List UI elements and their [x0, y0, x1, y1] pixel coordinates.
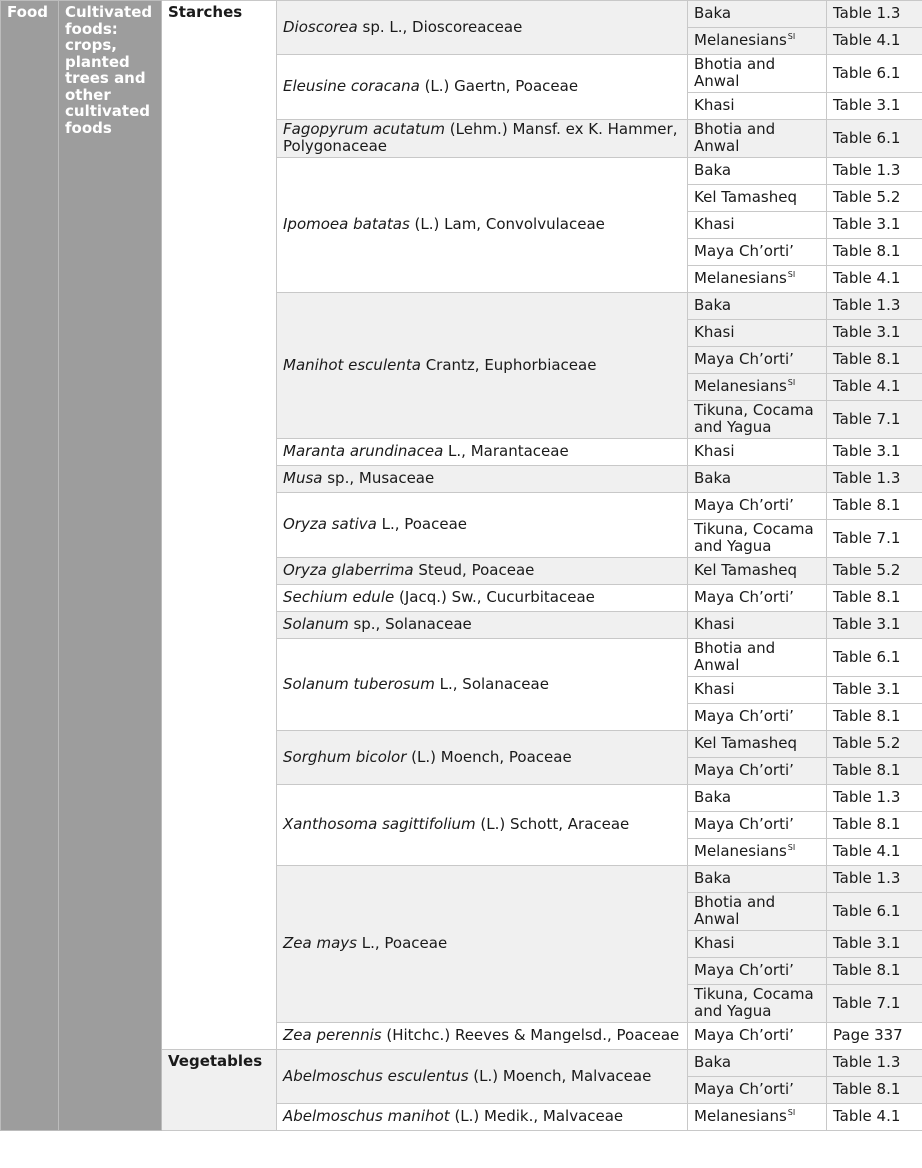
species-name: Manihot esculenta — [283, 355, 421, 374]
species-authority: (Lehm.) Mansf. ex K. Hammer, Polygonaceae — [283, 120, 678, 155]
species-name: Zea perennis — [283, 1026, 382, 1044]
people-group-name: Maya Ch’orti’ — [694, 1080, 794, 1098]
species-name: Abelmoschus esculentus — [283, 1066, 469, 1085]
people-group-cell — [688, 466, 827, 493]
people-group-cell — [688, 493, 827, 520]
people-group-name: Maya Ch’orti’ — [694, 1026, 794, 1044]
people-group-cell — [688, 639, 827, 677]
species-name: Abelmoschus manihot — [283, 1107, 450, 1125]
people-group-cell — [688, 931, 827, 958]
people-group-cell — [688, 320, 827, 347]
reference-cell: Table 5.2 — [827, 731, 922, 758]
reference-cell: Table 1.3 — [827, 866, 922, 893]
species-name: Dioscorea — [283, 17, 358, 36]
reference-cell: Table 4.1 — [827, 28, 922, 55]
people-group-name: Maya Ch’orti’ — [694, 350, 794, 368]
table-body — [1, 1, 922, 1131]
people-group-cell — [688, 1050, 827, 1077]
species-authority: (L.) Gaertn, Poaceae — [419, 77, 579, 95]
species-authority: (L.) Lam, Convolvulaceae — [409, 215, 605, 233]
species-authority: sp., Musaceae — [322, 469, 435, 487]
people-group-cell — [688, 1104, 827, 1131]
species-authority: Steud, Poaceae — [413, 561, 535, 579]
people-group-cell — [688, 374, 827, 401]
people-group-cell — [688, 266, 827, 293]
people-group-superscript: SI — [787, 270, 796, 279]
species-authority: L., Poaceae — [376, 515, 468, 533]
people-group-name: Maya Ch’orti’ — [694, 961, 794, 979]
people-group-cell — [688, 1, 827, 28]
reference-cell: Table 1.3 — [827, 1050, 922, 1077]
people-group-cell — [688, 158, 827, 185]
people-group-name: Khasi — [694, 680, 735, 698]
people-group-name: Bhotia and Anwal — [694, 55, 776, 90]
people-group-name: Tikuna, Cocama and Yagua — [694, 401, 814, 436]
reference-cell: Table 7.1 — [827, 401, 922, 439]
species-cell — [277, 439, 688, 466]
people-group-name: Kel Tamasheq — [694, 561, 798, 579]
people-group-cell — [688, 93, 827, 120]
species-authority: (L.) Moench, Malvaceae — [468, 1066, 652, 1085]
reference-cell: Table 5.2 — [827, 558, 922, 585]
people-group-name: Baka — [694, 161, 732, 179]
reference-cell: Table 6.1 — [827, 120, 922, 158]
reference-cell: Table 1.3 — [827, 1, 922, 28]
species-cell — [277, 466, 688, 493]
species-cell — [277, 731, 688, 785]
people-group-name: Baka — [694, 869, 732, 887]
reference-cell: Table 3.1 — [827, 439, 922, 466]
species-name: Oryza glaberrima — [283, 561, 414, 579]
species-name: Sorghum bicolor — [283, 747, 407, 766]
species-authority: L., Solanaceae — [434, 674, 549, 693]
species-cell — [277, 55, 688, 120]
reference-cell: Table 1.3 — [827, 158, 922, 185]
reference-cell: Table 7.1 — [827, 985, 922, 1023]
reference-cell: Table 3.1 — [827, 212, 922, 239]
species-cell — [277, 493, 688, 558]
people-group-cell — [688, 958, 827, 985]
reference-cell: Table 6.1 — [827, 55, 922, 93]
people-group-cell — [688, 401, 827, 439]
people-group-cell — [688, 785, 827, 812]
people-group-superscript: SI — [787, 1108, 796, 1117]
reference-cell: Table 8.1 — [827, 958, 922, 985]
species-authority: (L.) Moench, Poaceae — [406, 747, 572, 766]
reference-cell: Table 3.1 — [827, 320, 922, 347]
reference-cell: Table 4.1 — [827, 1104, 922, 1131]
people-group-cell — [688, 185, 827, 212]
reference-cell: Page 337 — [827, 1023, 922, 1050]
reference-cell: Table 8.1 — [827, 493, 922, 520]
species-cell — [277, 558, 688, 585]
species-authority: (Hitchc.) Reeves & Mangelsd., Poaceae — [381, 1026, 680, 1044]
people-group-name: Bhotia and Anwal — [694, 639, 776, 674]
people-group-cell — [688, 1023, 827, 1050]
species-cell — [277, 1104, 688, 1131]
people-group-cell — [688, 212, 827, 239]
reference-cell: Table 8.1 — [827, 704, 922, 731]
people-group-name: Tikuna, Cocama and Yagua — [694, 520, 814, 555]
reference-cell: Table 8.1 — [827, 1077, 922, 1104]
reference-cell: Table 8.1 — [827, 758, 922, 785]
people-group-name: Khasi — [694, 96, 735, 114]
people-group-name: Kel Tamasheq — [694, 734, 798, 752]
species-authority: Crantz, Euphorbiaceae — [420, 355, 597, 374]
species-authority: L., Poaceae — [356, 934, 448, 952]
species-cell — [277, 158, 688, 293]
species-cell — [277, 120, 688, 158]
people-group-name: Khasi — [694, 615, 735, 633]
species-name: Oryza sativa — [283, 515, 377, 533]
species-name: Solanum — [283, 615, 349, 633]
people-group-name: Maya Ch’orti’ — [694, 242, 794, 260]
subcategory-cell: Cultivated foods: crops, planted trees and other cultivated foods — [59, 1, 162, 1131]
people-group-cell — [688, 1077, 827, 1104]
reference-cell: Table 3.1 — [827, 677, 922, 704]
reference-cell: Table 1.3 — [827, 466, 922, 493]
people-group-name: Khasi — [694, 323, 735, 341]
species-name: Zea mays — [283, 934, 357, 952]
species-name: Xanthosoma sagittifolium — [283, 815, 476, 833]
reference-cell: Table 8.1 — [827, 347, 922, 374]
reference-cell: Table 6.1 — [827, 893, 922, 931]
reference-cell: Table 3.1 — [827, 93, 922, 120]
people-group-name: Melanesians — [694, 842, 787, 860]
species-cell — [277, 785, 688, 866]
people-group-cell — [688, 120, 827, 158]
people-group-name: Maya Ch’orti’ — [694, 761, 794, 779]
people-group-cell — [688, 28, 827, 55]
reference-cell: Table 4.1 — [827, 839, 922, 866]
species-name: Sechium edule — [283, 588, 395, 606]
people-group-name: Khasi — [694, 442, 735, 460]
species-authority: L., Marantaceae — [443, 442, 569, 460]
species-authority: sp., Solanaceae — [348, 615, 472, 633]
people-group-cell — [688, 239, 827, 266]
species-cell — [277, 1023, 688, 1050]
people-group-cell — [688, 520, 827, 558]
species-name: Fagopyrum acutatum — [283, 120, 445, 138]
reference-cell: Table 4.1 — [827, 374, 922, 401]
people-group-name: Kel Tamasheq — [694, 188, 798, 206]
reference-cell: Table 1.3 — [827, 293, 922, 320]
people-group-name: Melanesians — [694, 377, 787, 395]
people-group-cell — [688, 677, 827, 704]
people-group-superscript: SI — [787, 378, 796, 387]
people-group-name: Khasi — [694, 215, 735, 233]
people-group-name: Baka — [694, 296, 732, 314]
people-group-name: Baka — [694, 1053, 732, 1071]
reference-cell: Table 3.1 — [827, 931, 922, 958]
species-cell — [277, 1, 688, 55]
reference-cell: Table 4.1 — [827, 266, 922, 293]
table-row — [1, 1, 922, 28]
species-name: Solanum tuberosum — [283, 674, 435, 693]
species-cell — [277, 293, 688, 439]
species-name: Musa — [283, 469, 323, 487]
species-name: Ipomoea batatas — [283, 215, 410, 233]
species-cell — [277, 866, 688, 1023]
people-group-cell — [688, 985, 827, 1023]
people-group-name: Khasi — [694, 934, 735, 952]
category-cell: Food — [1, 1, 59, 1131]
people-group-name: Melanesians — [694, 31, 787, 49]
species-authority: (Jacq.) Sw., Cucurbitaceae — [394, 588, 595, 606]
people-group-name: Baka — [694, 788, 732, 806]
species-name: Maranta arundinacea — [283, 442, 444, 460]
people-group-cell — [688, 612, 827, 639]
reference-cell: Table 3.1 — [827, 612, 922, 639]
people-group-superscript: SI — [787, 32, 796, 41]
species-authority: (L.) Schott, Araceae — [475, 815, 630, 833]
people-group-name: Tikuna, Cocama and Yagua — [694, 985, 814, 1020]
people-group-cell — [688, 293, 827, 320]
people-group-name: Maya Ch’orti’ — [694, 496, 794, 514]
species-cell — [277, 612, 688, 639]
people-group-cell — [688, 704, 827, 731]
reference-cell: Table 6.1 — [827, 639, 922, 677]
people-group-cell — [688, 347, 827, 374]
people-group-cell — [688, 866, 827, 893]
people-group-name: Maya Ch’orti’ — [694, 588, 794, 606]
species-cell — [277, 1050, 688, 1104]
people-group-name: Bhotia and Anwal — [694, 120, 776, 155]
reference-cell: Table 7.1 — [827, 520, 922, 558]
people-group-cell — [688, 839, 827, 866]
people-group-name: Bhotia and Anwal — [694, 893, 776, 928]
people-group-name: Baka — [694, 469, 732, 487]
reference-cell: Table 8.1 — [827, 239, 922, 266]
people-group-name: Maya Ch’orti’ — [694, 707, 794, 725]
species-authority: (L.) Medik., Malvaceae — [449, 1107, 624, 1125]
people-group-name: Baka — [694, 4, 732, 22]
species-cell — [277, 585, 688, 612]
people-group-cell — [688, 812, 827, 839]
species-name: Eleusine coracana — [283, 77, 420, 95]
species-cell — [277, 639, 688, 731]
people-group-cell — [688, 585, 827, 612]
species-authority: sp. L., Dioscoreaceae — [357, 17, 523, 36]
people-group-cell — [688, 758, 827, 785]
people-group-name: Melanesians — [694, 1107, 787, 1125]
food-group-cell: Starches — [162, 1, 277, 1050]
reference-cell: Table 8.1 — [827, 812, 922, 839]
people-group-cell — [688, 55, 827, 93]
people-group-cell — [688, 893, 827, 931]
people-group-cell — [688, 558, 827, 585]
people-group-cell — [688, 731, 827, 758]
food-group-cell: Vegetables — [162, 1050, 277, 1131]
people-group-name: Maya Ch’orti’ — [694, 815, 794, 833]
people-group-cell — [688, 439, 827, 466]
reference-cell: Table 8.1 — [827, 585, 922, 612]
reference-cell: Table 1.3 — [827, 785, 922, 812]
people-group-superscript: SI — [787, 843, 796, 852]
reference-cell: Table 5.2 — [827, 185, 922, 212]
people-group-name: Melanesians — [694, 269, 787, 287]
